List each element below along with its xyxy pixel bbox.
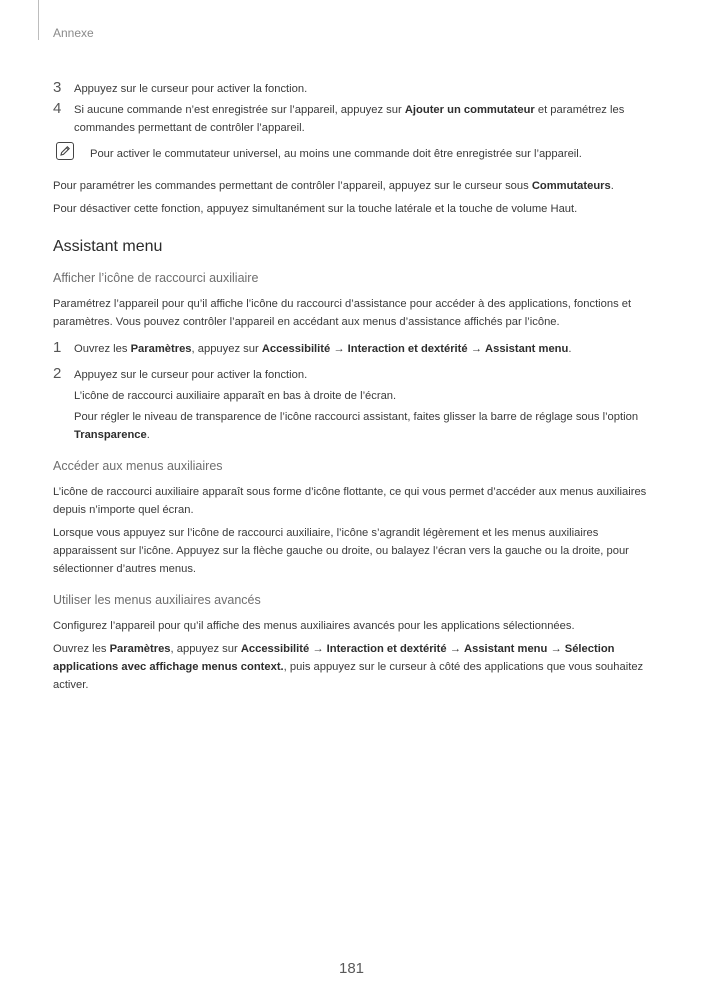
- subsection-title: Afficher l’icône de raccourci auxiliaire: [53, 271, 259, 285]
- arrow-separator: →: [446, 643, 465, 655]
- ui-term: Paramètres: [109, 643, 171, 655]
- paragraph-text: , puis appuyez sur le curseur à côté des applications que vous souhaitez activer.: [53, 661, 644, 691]
- step-3: [53, 80, 653, 98]
- ui-term: Interaction et dextérité: [326, 643, 447, 655]
- step-detail: L’icône de raccourci auxiliaire apparaît en bas à droite de l’écran.: [74, 390, 397, 402]
- arrow-separator: →: [330, 343, 348, 355]
- arrow-separator: →: [467, 343, 486, 355]
- ui-term: Assistant menu: [485, 343, 569, 355]
- paragraph: [53, 640, 653, 694]
- note-box: [53, 145, 653, 165]
- step-detail-text: Pour régler le niveau de transparence de l’icône raccourci assistant, faites glisser la barre de réglage sous l’option: [74, 411, 639, 423]
- step-text: , appuyez sur: [191, 343, 262, 355]
- section-header: Annexe: [53, 26, 94, 40]
- step-text: Appuyez sur le curseur pour activer la fonction.: [74, 83, 308, 95]
- arrow-separator: →: [547, 643, 565, 655]
- step-text: Ouvrez les: [74, 343, 131, 355]
- section-title: Assistant menu: [53, 238, 163, 255]
- step-detail-text: .: [146, 429, 150, 441]
- paragraph-text: , appuyez sur: [170, 643, 241, 655]
- page-content: [53, 80, 653, 699]
- ui-term: Sélection applications avec affichage menus context.: [53, 643, 615, 673]
- step-text: Si aucune commande n’est enregistrée sur l’appareil, appuyez sur: [74, 104, 405, 116]
- page-number: 181: [338, 960, 365, 977]
- header-rule: [38, 0, 39, 40]
- step-number: 3: [53, 79, 62, 96]
- paragraph: Configurez l’appareil pour qu’il affiche des menus auxiliaires avancés pour les applications sélectionnées.: [53, 620, 575, 632]
- subsection-title: Accéder aux menus auxiliaires: [53, 459, 223, 473]
- step-detail: [74, 408, 653, 444]
- ui-term: Paramètres: [130, 343, 192, 355]
- step-number: 1: [53, 339, 62, 356]
- paragraph: Paramétrez l’appareil pour qu’il affiche l’icône du raccourci d’assistance pour accéder à des applications, fonctions et paramètres. Vous pouvez contrôler l’appareil en accédant aux menus d’assistance affichés par l’icône.: [53, 298, 632, 328]
- step-number: 2: [53, 365, 62, 382]
- paragraph-text: .: [610, 180, 614, 192]
- ui-term: Transparence: [74, 429, 147, 441]
- paragraph-text: Ouvrez les: [53, 643, 110, 655]
- paragraph: L’icône de raccourci auxiliaire apparaît sous forme d’icône flottante, ce qui vous permet d’accéder aux menus auxiliaires depuis n’importe quel écran.: [53, 486, 647, 516]
- step-2: [53, 366, 653, 444]
- note-pencil-icon: [56, 142, 74, 160]
- step-text: et paramétrez les commandes permettant de contrôler l’appareil.: [74, 104, 625, 134]
- ui-term: Ajouter un commutateur: [404, 104, 535, 116]
- subsection-title: Utiliser les menus auxiliaires avancés: [53, 593, 261, 607]
- ui-term: Accessibilité: [261, 343, 331, 355]
- paragraph: Pour désactiver cette fonction, appuyez simultanément sur la touche latérale et la touche de volume Haut.: [53, 203, 578, 215]
- paragraph: Lorsque vous appuyez sur l’icône de raccourci auxiliaire, l’icône s’agrandit légèrement et les menus auxiliaires apparaissent sur l’icône. Appuyez sur la flèche gauche ou droite, ou balayez l’écran vers la gauche ou la droite, pour sélectionner d’autres menus.: [53, 527, 629, 575]
- ui-term: Commutateurs: [531, 180, 611, 192]
- step-text: .: [568, 343, 572, 355]
- ui-term: Accessibilité: [240, 643, 310, 655]
- step-number: 4: [53, 100, 62, 117]
- ui-term: Interaction et dextérité: [347, 343, 468, 355]
- paragraph-text: Pour paramétrer les commandes permettant de contrôler l’appareil, appuyez sur le curseur sous: [53, 180, 532, 192]
- step-4: [53, 101, 653, 137]
- note-text: Pour activer le commutateur universel, au moins une commande doit être enregistrée sur l’appareil.: [90, 148, 582, 160]
- step-text: Appuyez sur le curseur pour activer la fonction.: [74, 369, 308, 381]
- step-1: [53, 340, 653, 358]
- ui-term: Assistant menu: [464, 643, 548, 655]
- paragraph: [53, 177, 653, 195]
- arrow-separator: →: [309, 643, 327, 655]
